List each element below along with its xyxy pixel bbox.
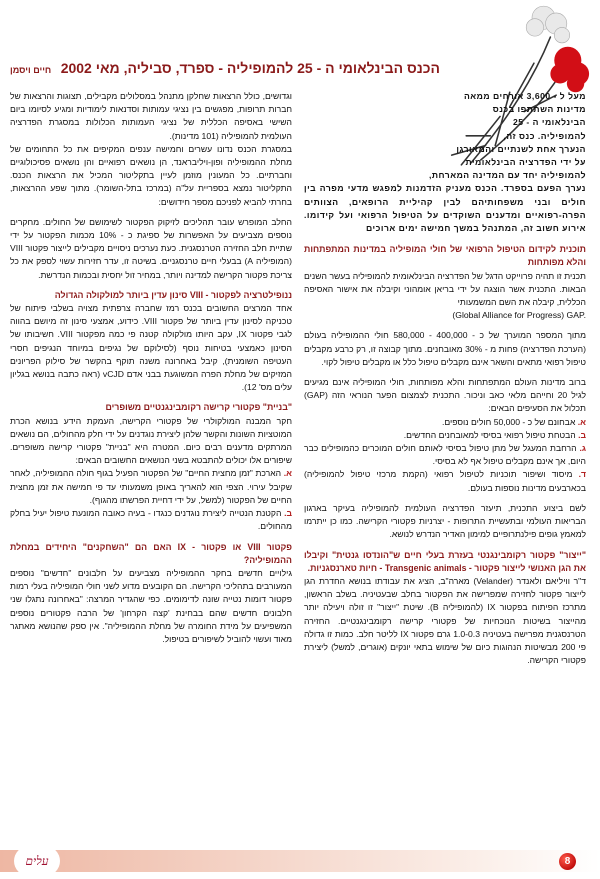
gap-paragraph-4: לשם ביצוע התכנית, תיעזר הפדרציה העולמית להמופיליה בעיקר בארגון הבריאות העולמי ובתעשיית התרופות - יצרניות פקטורי הקרישה. כמו כן ייתרמו למאמץ גופים פילנתרופיים למימון האדיר הנדרש לנושא. [304,502,586,540]
list-text: מיסוד ושיפור תוכניות לטיפול רפואי (הקמת מרכזי טיפול להמופיליה) בכארבעים מדינות נוספות בעולם. [304,469,586,493]
intro-split-line [416,169,586,182]
article-header [10,60,440,84]
list-letter: ב. [578,429,586,440]
section-heading-gap: תוכנית לקידום הטיפול הרפואי של חולי המופיליה במדינות המתפתחות והלא מפותחות [304,244,586,268]
nanofiltration-paragraph: אחד המרצים החשובים בכנס רמז שחברה צרפתית מצויה בשלבי פיתוח של טכניקה לסינון עדין ביותר של פקטור VIII. כידוע, אמצעי סינון זה מיושם בהווה לגבי פקטור IX, עקב היותו מולקולה קטנה פי כמה מפקטור VIII. חשיבותו של הסינון כאמצעי בטיחות נוסף (לסילוקם של נגיפים במיוחד הנגיפים חסרי העטיפה השומנית), קיבל באחרונה משנה תוקף בהקשר של סילוק הפריונים המזיקים של מחלת הפרה המשוגעת בבני אדם vCJD (ראה כתבה בנושא בגליון עלים מס' 12). [10,303,293,393]
gap-paragraph-1-text: תכנית זו תהיה פרוייקט הדגל של הפדרציה הבינלאומית להמופיליה בעשר השנים הבאות. התכנית אשר הוצגה על ידי בריאן אומהוני וקיבלה את אישור האסיפה הכללית, קיבלה את השם המשמעותי [304,270,586,308]
list-text: אבחונם של כ - 50,000 חולים נוספים. [441,416,576,427]
improved-factors-paragraph: חקר המבנה המולקולרי של פקטורי הקרישה, העמקת הידע בנושא הכרת המוטציות השונות והקשר שלהן ליצירת נוגדנים על ידי חלק מהחולים, הם נושאים המרתקים מדענים רבים כיום. המטרה היא "בניית" פקטורי קרישה משופרים. שיפורים אלו יכולים להתבטא בשני הנושאים החשובים הבאים: [10,415,292,466]
new-proteins-paragraph: גילויים חדשים בחקר ההמופיליה מצביעים על חלבונים "חדשים" נוספים המעורבים בתהליכי הקרישה. הם הקובעים מדוע לשני חולי המופיליה בעלי רמות פקטור דומות נטייה שונה לדימומים. כפי שהגדיר המרצה: "באחרונה נתגלו שני חלבונים חדשים שהם בבחינת 'קצה הקרחון' של הרבה פקטורים נוספים המשפיעים על מידת החומרה של מחלת ההמופיליה". אין ספק שהנושא מאתגר מאוד ועשוי להוביל לשיפורים בטיפול. [10,567,292,644]
list-letter: א. [283,468,293,479]
intro-line: מעל ל - 3,600 אורחים ממאה [463,91,586,101]
magazine-logo: עלים [14,846,60,876]
intro-split-left: לשנתיים והמאורגן [456,143,534,154]
gap-list-item [304,416,586,429]
section-heading-transgenic: "ייצור" פקטור רקומבינגנטי בעזרת בעלי חיים ש"הונדסו גנטית" וקיבלו את הגן האנושי לייצור פקטור - Transgenic animals - חיות טארנסגניות. [304,549,586,573]
intro-line: להמופיליה. כנס זה, [503,130,586,141]
intro-narrow-lines [416,90,586,182]
gap-paragraph-1 [304,270,586,310]
intro-rest: נערך הפעם בספרד. הכנס מעניק הזדמנות למפגש מדעי מפרה בין חולים ובני משפחותיהם לבין קהיליית הרופאים, הצוותים הפרה-רפואיים ומדענים השוקדים על הטיפול הרפואי ועל קידומו. אירוע חשוב זה, המתנהל במשך חמישה ימים ארוכים [304,183,586,234]
page-number-badge: 8 [559,853,576,870]
transgenic-paragraph: ד"ר וויליאם ולאנדר (Velander) מארה"ב, הציג את עבודתו בנושא החדרת הגן לייצור פקטור לחזירה שמפרישה את הפקטור בחלב שבעטיניה. בשלב הראשון, מתרכז הפיתוח בפקטור IX (להמופיליה B). שיטת "ייצור" זו זולה ויעילה יותר מהייצור בשיטות הנוכחיות של פקטורי קרישה רקומבינגנטיים. החזירה הטרנסגנית מפרישה בעטיניה 1.0-0.3 גרם פקטור IX לליטר חלב. כמות זו גדולה פי 200 מבשיטות הנהוגות כיום של שימוש בתאי יונקים (אוגרים, למשל) ליצירת פקטורי הקרישה. [304,575,587,666]
gap-paragraph-3: ברוב מדינות העולם המתפתחות והלא מפותחות, חולי המופיליה אינם מגיעים לגיל 20 וחייהם מלאי כאב וניכור. התכנית לצמצום הפער הנוראי הזה (GAP) תכלול את הסעיפים הבאים: [304,377,586,414]
intro-split-line [416,156,586,169]
left-paragraph-2: במסגרת הכנס נדונו עשרים וחמישה ענפים המקיפים את כל התחומים של מחלת ההמופיליה ופון-ויליבראנד, הן נושאים רפואיים והן נושאים פסיכולוגיים וחברתיים. כל המעונין מוזמן לעיין בתקליטור המכיל את הרצאות הכנס. התקליטור נמצא בספריית על"ה (במרכז בתל-השומר). מתוך שפע ההרצאות, בחרתי להביא לפניכם מספר חידושים: [10,143,292,207]
intro-split-line [416,143,586,156]
left-paragraph-3: החלב המופרש עובר תהליכים לזיקוק הפקטור לשימושם של החולים. מחקרים נוספים מצביעים על האפשרות של ספיגת כ - 10% מכמות הפקטור על ידי שתיית חלב החזירה הטרנסגנית. כעת נערכים ניסויים מקבילים לייצור פקטור VIII (המופיליה A) בבעלי חיים טרנסגניים. בשיטה זו, עדר חזירות עשוי לספק את כל צריכת פקטור הקרישה למדינה ויותר, במחיר זול יחסית ובכמות הנדרשת. [10,216,292,280]
gap-paragraph-1-en [304,309,586,322]
right-column [304,90,586,674]
improved-list-item [10,467,292,507]
section-heading-new-proteins: פקטור VIII או פקטור - IX האם הם "השחקנים" היחידים במחלת ההמופיליה? [10,541,292,565]
intro-line: הבינלאומי ה - 25 [512,117,586,128]
list-letter: א. [577,416,586,427]
intro-split-right: על ידי הפדרציה [518,157,586,168]
list-text: הארכת "זמן מחצית החיים" של הפקטור הפעיל בגוף חולה ההמופיליה, לאחר שקיבל עירוי. הצפי הוא להאריך באופן משמעותי עד פי חמישה את זמן מחצית החיים של הפקטור (למשל, על ידי דחיית הפרשתו מהגוף). [10,468,292,505]
list-letter: ד. [578,469,586,480]
list-text: הקטנת הנטייה ליצירת נוגדנים כנגדו - בעיה כאובה המונעת טיפול יעיל בחלק מהחולים. [10,508,292,532]
article-title: הכנס הבינלאומי ה - 25 להמופיליה - ספרד, סביליה, מאי 2002 [60,60,440,76]
section-heading-nanofiltration: ננופילטרציה לפקטור - VIII סינון עדין ביותר למולקולה הגדולה [54,289,292,300]
list-text: הרחבת המעגל של מתן טיפול בסיסי לאותם חולים המוכרים כהמופילים כבר היום, אך אינם מקבלים טיפול אף לא בסיסי. [304,443,586,467]
list-letter: ג. [579,443,586,454]
footer-band [0,850,600,872]
left-paragraph-1: וגדושים, כולל הרצאות שחלקן מתנהל במסלולים מקבילים, תצוגות והרצאות של חברות תרופות, מפגשים בין נציגי עמותות וסדנאות לימודיות ומגיע לסיומו ביום השישי באסיפה הכללית של נציגי העמותות הכלולות במסגרת הפדרציה העולמית להמופיליה (101 מדינות). [10,91,292,141]
gap-list-item [304,442,586,468]
intro-split-right: להמופיליה יחד עם [507,170,586,181]
intro-split-left: המדינה המארחת, [428,170,505,181]
author-name: חיים ויסמן [10,65,52,75]
intro-paragraph [304,90,586,235]
gap-english-name: (Global Alliance for Progress) GAP. [452,310,586,321]
intro-split-left: הבינלאומית [465,157,517,168]
gap-list-item [304,429,586,442]
improved-list-item [10,507,292,533]
list-text: הבטחת טיפול רפואי בסיסי למאובחנים החדשים. [403,429,576,440]
left-column [10,90,292,653]
gap-paragraph-2: מתוך המספר המוערך של כ - 400,000 - 580,000 חולי ההמופיליה בעולם (הערכת הפדרציה) פחות מ - 30% מאובחנים. מתוך קבוצה זו, רק כרבע מקבלים טיפול רפואי מתאים והשאר אינם מקבלים טיפול כלל או מקבלים טיפול לקוי. [304,330,586,367]
gap-list-item [304,468,586,494]
list-letter: ב. [284,508,292,519]
intro-split-right: הנערך אחת [536,143,586,154]
intro-line: מדינות השתתפו בכנס [492,104,586,115]
section-heading-improved-factors: "בניית" פקטורי קרישה רקומבינגנטיים משופרים [105,402,292,413]
